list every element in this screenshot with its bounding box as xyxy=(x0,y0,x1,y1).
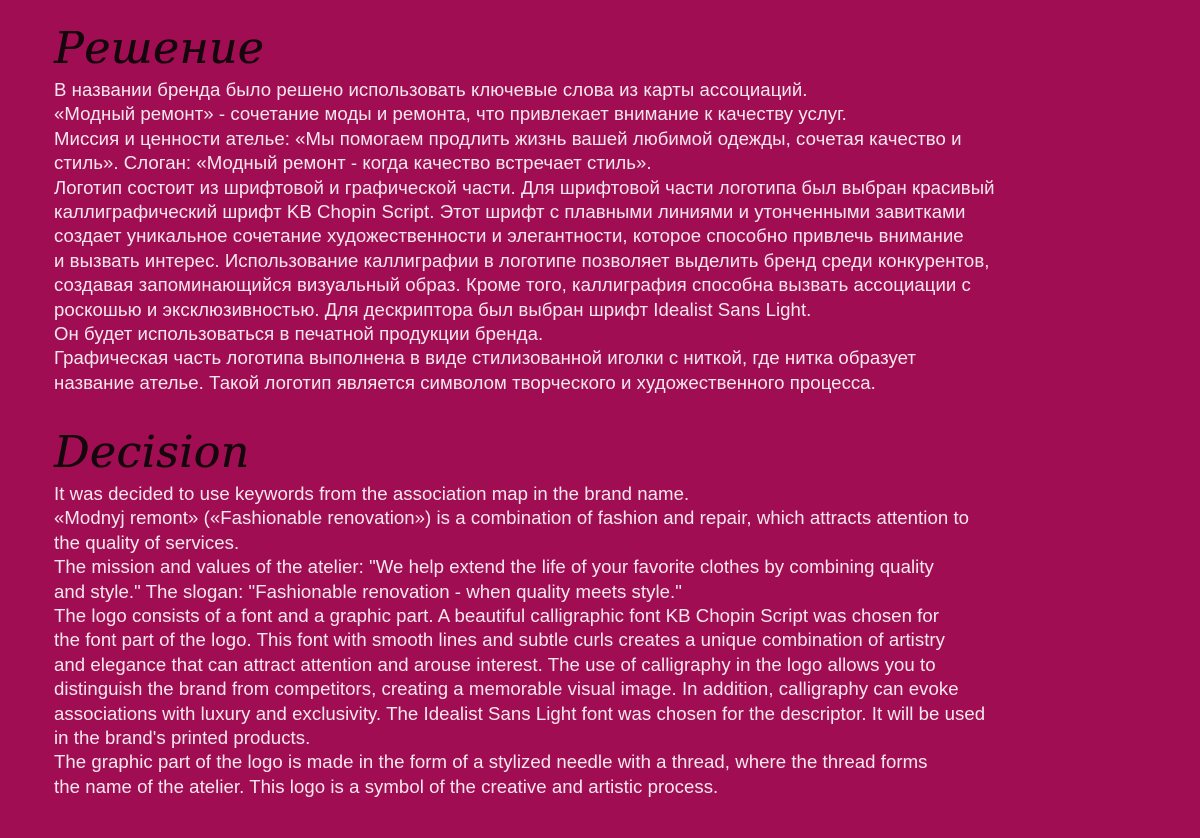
text-line: the font part of the logo. This font with smooth lines and subtle curls creates a unique combination of artistry xyxy=(54,629,946,651)
text-line: Миссия и ценности ателье: «Мы помогаем продлить жизнь вашей любимой одежды, сочетая качество и xyxy=(54,127,962,149)
text-line: и вызвать интерес. Использование каллиграфии в логотипе позволяет выделить бренд среди конкурентов, xyxy=(54,249,990,271)
heading-english: Decision xyxy=(54,427,250,478)
text-line: стиль». Слоган: «Модный ремонт - когда качество встречает стиль». xyxy=(54,152,652,174)
text-line: distinguish the brand from competitors, creating a memorable visual image. In addition, calligraphy can evoke xyxy=(54,678,959,700)
text-line: and style." The slogan: "Fashionable renovation - when quality meets style." xyxy=(54,580,682,602)
text-line: «Modnyj remont» («Fashionable renovation») is a combination of fashion and repair, which attracts attention to xyxy=(54,507,970,529)
text-line: название ателье. Такой логотип является символом творческого и художественного процесса. xyxy=(54,371,876,393)
text-line: Он будет использоваться в печатной продукции бренда. xyxy=(54,323,544,345)
text-line: in the brand's printed products. xyxy=(54,727,311,749)
text-line: It was decided to use keywords from the association map in the brand name. xyxy=(54,483,690,504)
text-line: The graphic part of the logo is made in the form of a stylized needle with a thread, where the thread forms xyxy=(54,751,928,773)
text-line: каллиграфический шрифт KB Chopin Script. Этот шрифт с плавными линиями и утонченными завитками xyxy=(54,201,966,223)
paragraph-russian xyxy=(54,78,1174,395)
text-line: The logo consists of a font and a graphic part. A beautiful calligraphic font KB Chopin Script was chosen for xyxy=(54,605,940,627)
text-line: В названии бренда было решено использовать ключевые слова из карты ассоциаций. xyxy=(54,79,808,100)
text-line: Графическая часть логотипа выполнена в виде стилизованной иголки с ниткой, где нитка образует xyxy=(54,347,916,369)
text-line: создавая запоминающийся визуальный образ. Кроме того, каллиграфия способна вызвать ассоциации с xyxy=(54,274,971,296)
text-line: and elegance that can attract attention and arouse interest. The use of calligraphy in the logo allows you to xyxy=(54,653,936,675)
text-line: роскошью и эксклюзивностью. Для дескриптора был выбран шрифт Idealist Sans Light. xyxy=(54,298,812,320)
text-line: the name of the atelier. This logo is a symbol of the creative and artistic process. xyxy=(54,775,719,797)
section-english xyxy=(54,428,1174,799)
section-russian xyxy=(54,24,1174,395)
text-line: Логотип состоит из шрифтовой и графической части. Для шрифтовой части логотипа был выбран красивый xyxy=(54,176,995,198)
text-line: создает уникальное сочетание художественности и элегантности, которое способно привлечь внимание xyxy=(54,225,964,247)
heading-russian: Решение xyxy=(54,23,265,74)
paragraph-english xyxy=(54,482,1174,799)
text-line: associations with luxury and exclusivity. The Idealist Sans Light font was chosen for the descriptor. It will be used xyxy=(54,702,986,724)
text-line: the quality of services. xyxy=(54,531,240,553)
text-line: The mission and values of the atelier: "We help extend the life of your favorite clothes by combining quality xyxy=(54,556,934,578)
text-line: «Модный ремонт» - сочетание моды и ремонта, что привлекает внимание к качеству услуг. xyxy=(54,103,847,125)
